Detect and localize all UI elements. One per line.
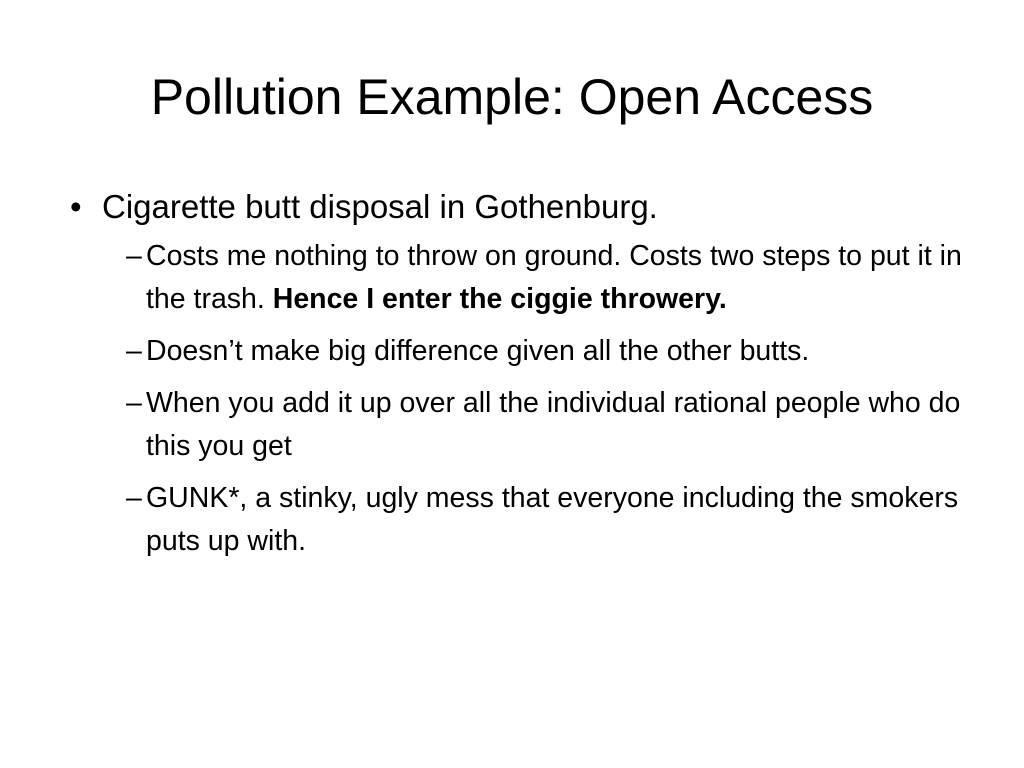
sub-bullet-text: Doesn’t make big difference given all the other butts. <box>146 335 810 367</box>
bullet-text: Cigarette butt disposal in Gothenburg. <box>102 188 658 225</box>
sub-bullet-text: When you add it up over all the individual rational people who do this you get <box>146 387 961 462</box>
sub-bullet-bold-text: Hence I enter the ciggie throwery. <box>272 283 727 315</box>
bullet-glyph: • <box>70 188 82 225</box>
sub-bullet-item <box>126 235 970 321</box>
dash-glyph: – <box>126 482 142 514</box>
sub-bullet-item <box>126 382 970 468</box>
sub-bullet-text: GUNK*, a stinky, ugly mess that everyone including the smokers puts up with. <box>146 482 959 557</box>
sub-bullet-item <box>126 477 970 563</box>
dash-glyph: – <box>126 335 142 367</box>
sub-bullet-item <box>126 330 970 373</box>
dash-glyph: – <box>126 240 142 272</box>
slide-title: Pollution Example: Open Access <box>150 69 874 125</box>
slide-body <box>70 185 970 572</box>
bullet-item <box>70 185 970 229</box>
dash-glyph: – <box>126 387 142 419</box>
sub-bullet-text: Costs me nothing to throw on ground. Costs two steps to put it in the trash. <box>146 240 962 315</box>
